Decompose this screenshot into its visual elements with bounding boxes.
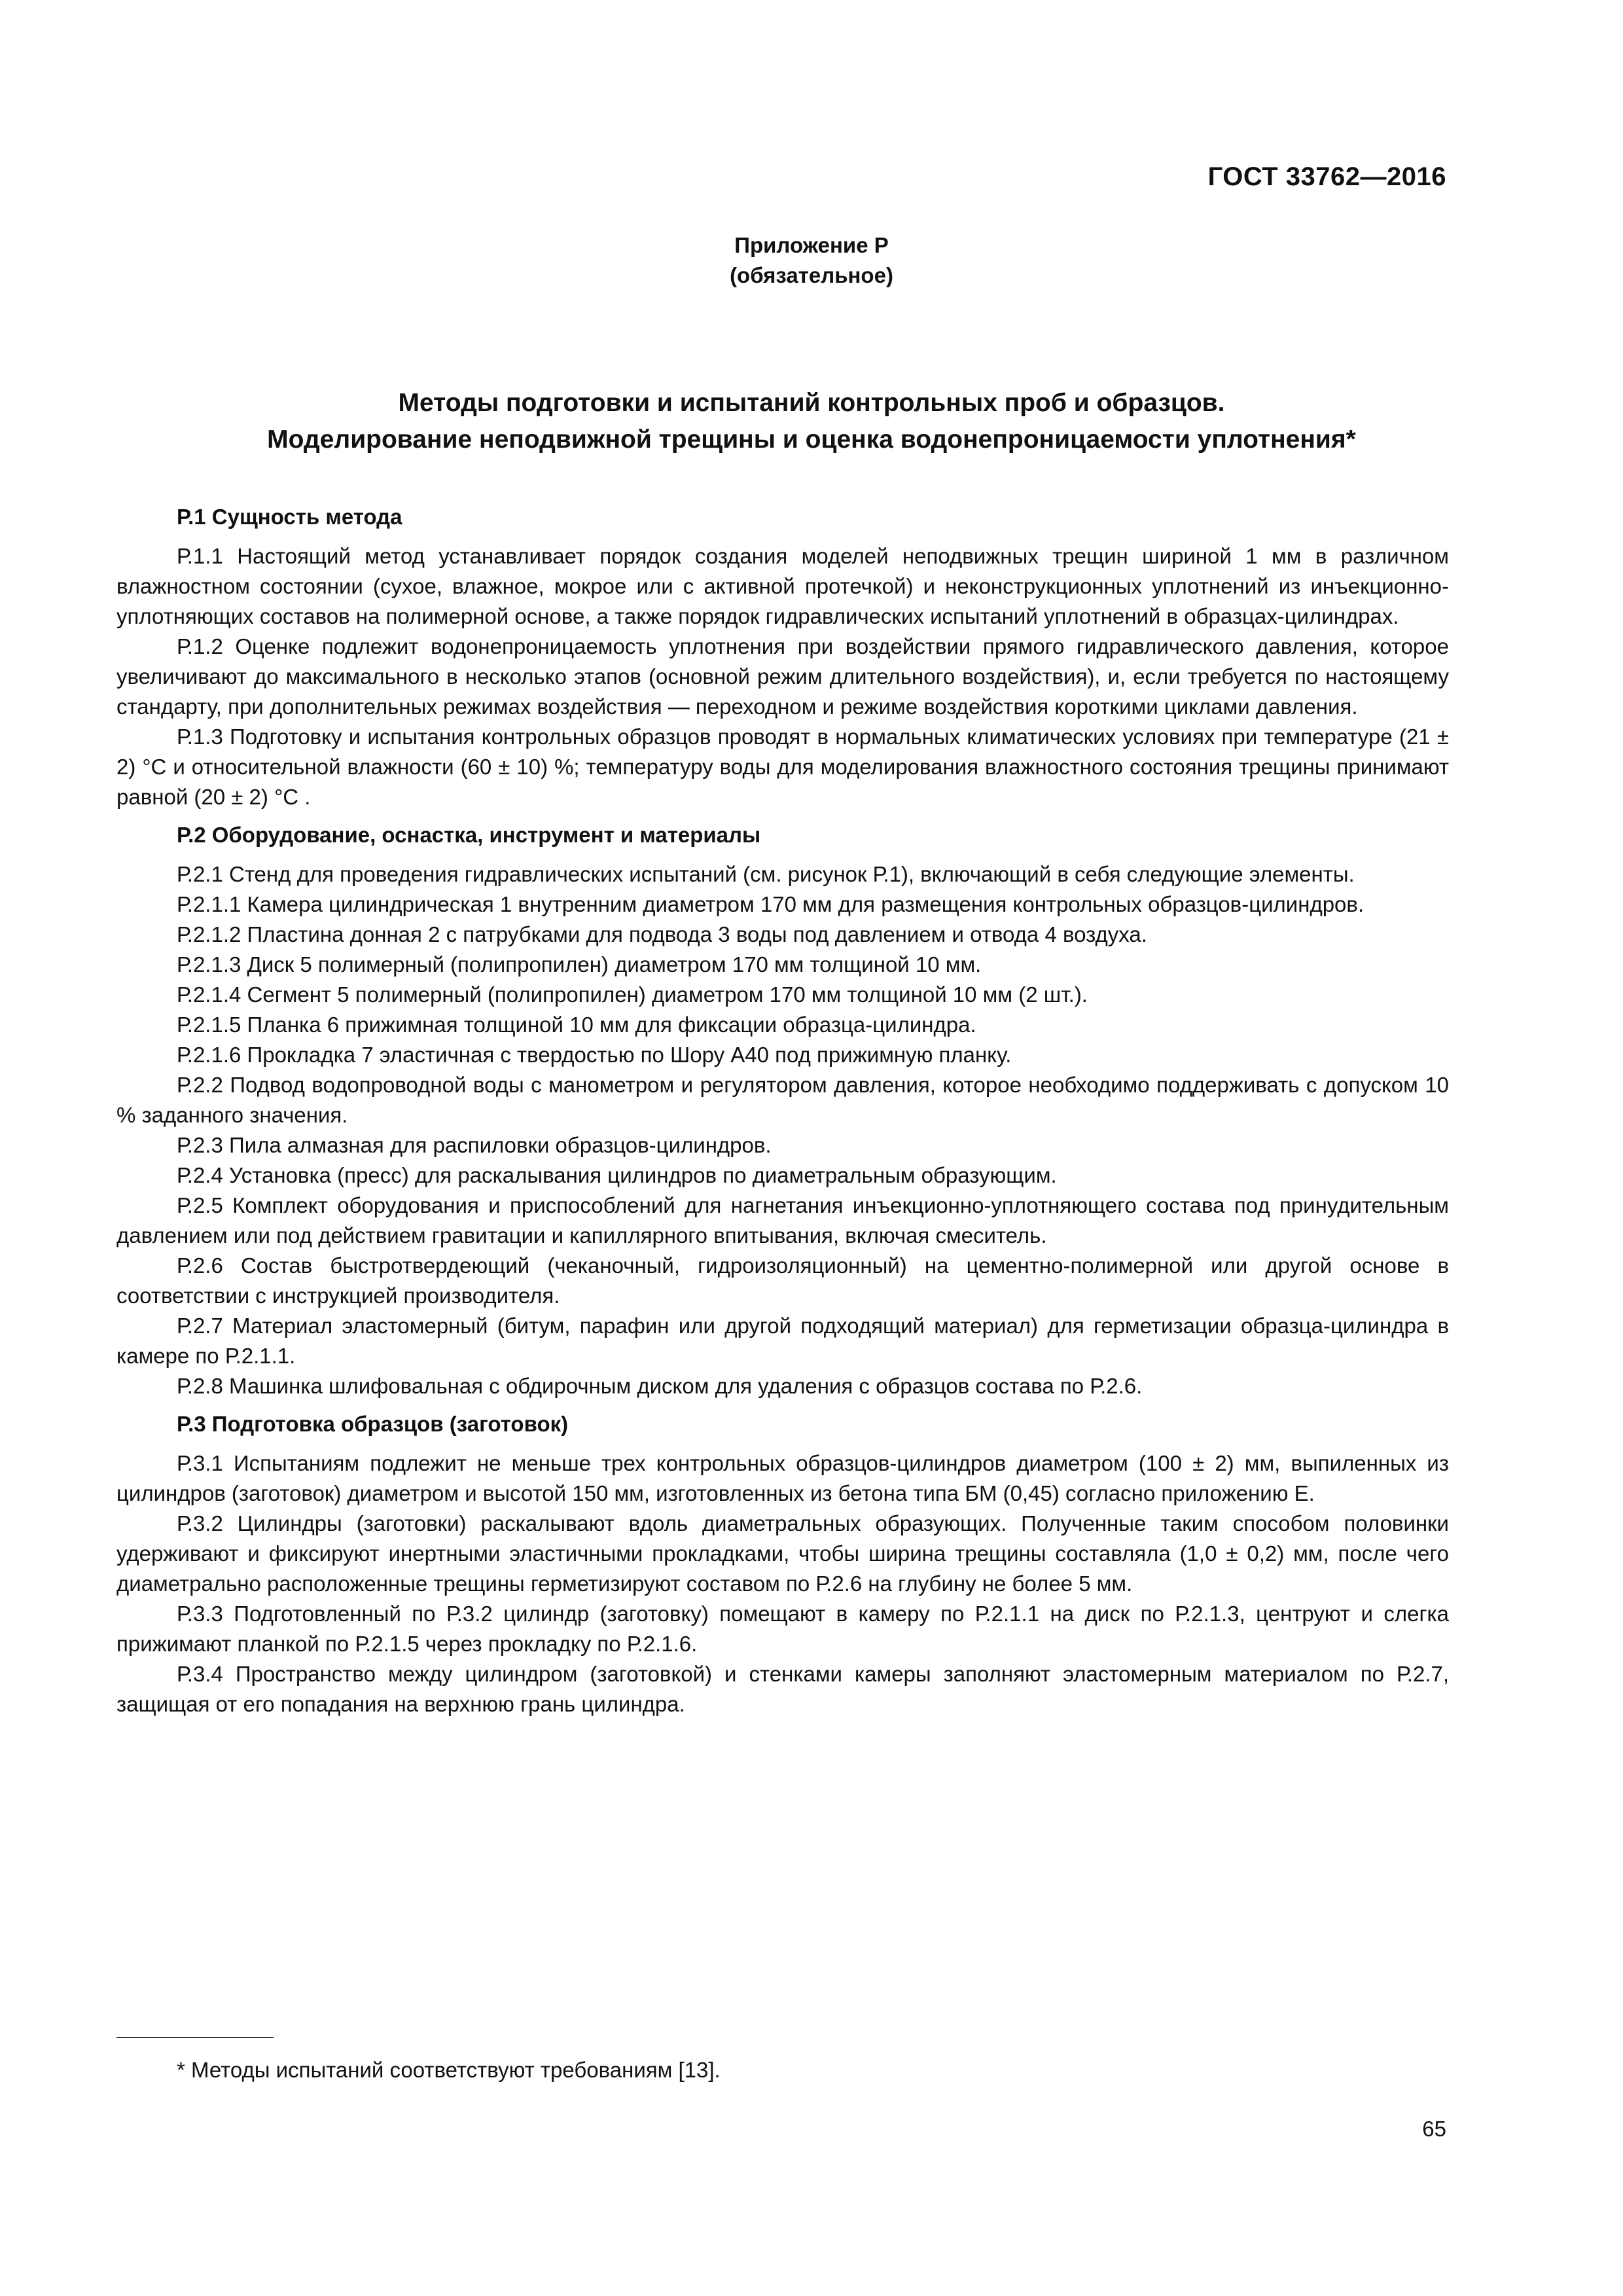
section-heading: Р.1 Сущность метода [177,505,402,529]
paragraph: Р.2.3 Пила алмазная для распиловки образцов-цилиндров. [177,1133,772,1157]
footnote-divider [116,2037,274,2038]
paragraph: Р.2.5 Комплект оборудования и приспособлений для нагнетания инъекционно-уплотняющего состава под принудительным давлением или под действием гравитации и капиллярного впитывания, включая смеситель. [116,1193,1449,1247]
annex-title [0,385,1623,458]
paragraph: Р.2.7 Материал эластомерный (битум, парафин или другой подходящий материал) для герметизации образца-цилиндра в камере по Р.2.1.1. [116,1314,1449,1368]
footnote: * Методы испытаний соответствуют требованиям [13]. [177,2058,721,2082]
title-line-1: Методы подготовки и испытаний контрольных проб и образцов. [398,389,1225,417]
annex-status: (обязательное) [730,263,893,287]
paragraph: Р.3.3 Подготовленный по Р.3.2 цилиндр (заготовку) помещают в камеру по Р.2.1.1 на диск по Р.2.1.3, центруют и слегка прижимают планкой по Р.2.1.5 через прокладку по Р.2.1.6. [116,1602,1449,1656]
paragraph: Р.2.1.2 Пластина донная 2 с патрубками для подвода 3 воды под давлением и отвода 4 воздуха. [177,922,1147,946]
paragraph: Р.2.4 Установка (пресс) для раскалывания цилиндров по диаметральным образующим. [177,1163,1057,1187]
page-number: 65 [1422,2117,1446,2141]
paragraph: Р.2.1.5 Планка 6 прижимная толщиной 10 мм для фиксации образца-цилиндра. [177,1013,976,1037]
paragraph: Р.2.6 Состав быстротвердеющий (чеканочный, гидроизоляционный) на цементно-полимерной или другой основе в соответствии с инструкцией производителя. [116,1253,1449,1308]
annex-label: Приложение Р [734,233,889,257]
paragraph: Р.3.1 Испытаниям подлежит не меньше трех контрольных образцов-цилиндров диаметром (100 ± 2) мм, выпиленных из цилиндров (заготовок) диаметром и высотой 150 мм, изготовленных из бетона типа БМ (0,45) согласно приложению Е. [116,1451,1449,1505]
paragraph: Р.2.1 Стенд для проведения гидравлических испытаний (см. рисунок Р.1), включающий в себя следующие элементы. [177,862,1355,886]
section-heading: Р.2 Оборудование, оснастка, инструмент и материалы [177,823,761,847]
annex-heading [0,230,1623,291]
paragraph: Р.3.4 Пространство между цилиндром (заготовкой) и стенками камеры заполняют эластомерным материалом по Р.2.7, защищая от его попадания на верхнюю грань цилиндра. [116,1662,1449,1716]
paragraph: Р.1.2 Оценке подлежит водонепроницаемость уплотнения при воздействии прямого гидравлического давления, которое увеличивают до максимального в несколько этапов (основной режим длительного воздействия), и, если требуется по настоящему стандарту, при дополнительных режимах воздействия — переходном и режиме воздействия короткими циклами давления. [116,634,1449,719]
section-heading: Р.3 Подготовка образцов (заготовок) [177,1412,569,1436]
title-line-2: Моделирование неподвижной трещины и оценка водонепроницаемости уплотнения* [267,425,1356,454]
paragraph: Р.2.1.6 Прокладка 7 эластичная с твердостью по Шору А40 под прижимную планку. [177,1043,1012,1067]
paragraph: Р.2.1.3 Диск 5 полимерный (полипропилен) диаметром 170 мм толщиной 10 мм. [177,952,982,977]
document-body [116,494,1449,1719]
paragraph: Р.1.1 Настоящий метод устанавливает порядок создания моделей неподвижных трещин шириной 1 мм в различном влажностном состоянии (сухое, влажное, мокрое или с активной протечкой) и неконструкционных уплотнений из инъекционно-уплотняющих составов на полимерной основе, а также порядок гидравлических испытаний уплотнений в образцах-цилиндрах. [116,544,1449,628]
standard-code: ГОСТ 33762—2016 [1207,162,1446,191]
paragraph: Р.2.2 Подвод водопроводной воды с манометром и регулятором давления, которое необходимо поддерживать с допуском 10 % заданного значения. [116,1073,1449,1127]
paragraph: Р.1.3 Подготовку и испытания контрольных образцов проводят в нормальных климатических условиях при температуре (21 ± 2) °С и относительной влажности (60 ± 10) %; температуру воды для моделирования влажностного состояния трещины принимают равной (20 ± 2) °С . [116,725,1449,809]
paragraph: Р.2.1.4 Сегмент 5 полимерный (полипропилен) диаметром 170 мм толщиной 10 мм (2 шт.). [177,982,1088,1007]
paragraph: Р.2.8 Машинка шлифовальная с обдирочным диском для удаления с образцов состава по Р.2.6. [177,1374,1143,1398]
paragraph: Р.2.1.1 Камера цилиндрическая 1 внутренним диаметром 170 мм для размещения контрольных образцов-цилиндров. [177,892,1364,916]
paragraph: Р.3.2 Цилиндры (заготовки) раскалывают вдоль диаметральных образующих. Полученные таким способом половинки удерживают и фиксируют инертными эластичными прокладками, чтобы ширина трещины составляла (1,0 ± 0,2) мм, после чего диаметрально расположенные трещины герметизируют составом по Р.2.6 на глубину не более 5 мм. [116,1511,1449,1596]
